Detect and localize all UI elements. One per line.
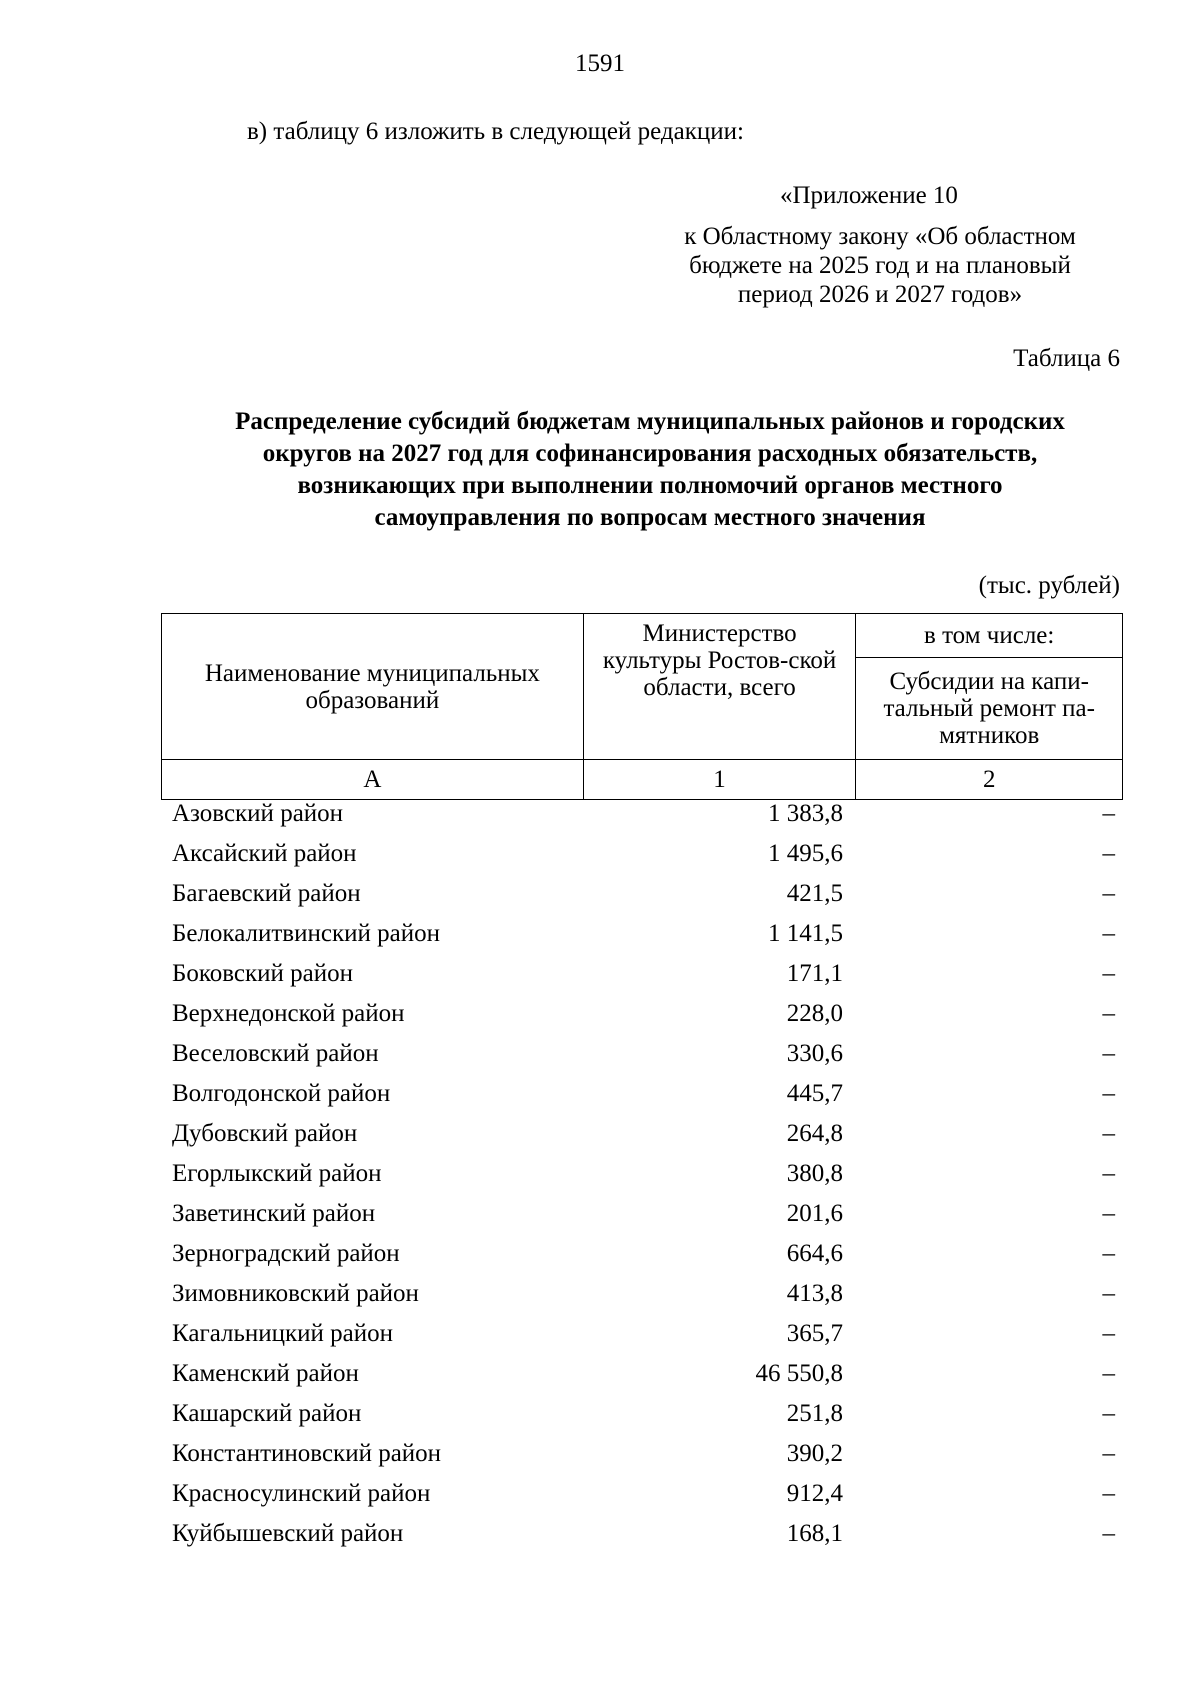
table-row: [0, 1480, 1200, 1520]
intro-text: в) таблицу 6 изложить в следующей редакции:: [247, 118, 744, 145]
row-total: 264,8: [786, 1120, 843, 1147]
row-name: Зимовниковский район: [172, 1280, 419, 1307]
table-row: [0, 1080, 1200, 1120]
header-including-cell: в том числе:: [856, 614, 1123, 658]
row-name: Куйбышевский район: [172, 1520, 404, 1547]
row-subsidy: –: [1102, 800, 1115, 827]
row-name: Красносулинский район: [172, 1480, 431, 1507]
row-name: Каменский район: [172, 1360, 359, 1387]
row-total: 664,6: [786, 1240, 843, 1267]
table-row: [0, 1440, 1200, 1480]
table-row: [0, 920, 1200, 960]
table-row: [0, 880, 1200, 920]
row-total: 1 141,5: [768, 920, 843, 947]
row-total: 380,8: [786, 1160, 843, 1187]
row-subsidy: –: [1102, 1360, 1115, 1387]
row-total: 445,7: [786, 1080, 843, 1107]
row-name: Верхнедонской район: [172, 1000, 405, 1027]
page-number: 1591: [575, 50, 625, 77]
row-name: Волгодонской район: [172, 1080, 391, 1107]
table-row: [0, 1520, 1200, 1560]
row-total: 365,7: [786, 1320, 843, 1347]
header-subsidy-cell: Субсидии на капи-тальный ремонт па-мятников: [856, 658, 1123, 760]
row-total: 1 495,6: [768, 840, 843, 867]
row-subsidy: –: [1102, 920, 1115, 947]
row-subsidy: –: [1102, 1320, 1115, 1347]
row-subsidy: –: [1102, 1440, 1115, 1467]
row-subsidy: –: [1102, 880, 1115, 907]
units-label: (тыс. рублей): [978, 572, 1120, 599]
appendix-line: к Областному закону «Об областном: [684, 223, 1076, 250]
table-heading: [160, 406, 1140, 534]
row-total: 912,4: [786, 1480, 843, 1507]
row-name: Константиновский район: [172, 1440, 442, 1467]
row-name: Кагальницкий район: [172, 1320, 394, 1347]
table-row: [0, 1240, 1200, 1280]
table-label: Таблица 6: [1013, 345, 1120, 372]
heading-line: Распределение субсидий бюджетам муниципальных районов и городских: [235, 408, 1065, 435]
table-row: [0, 960, 1200, 1000]
table-header: [161, 613, 1123, 800]
table-row: [0, 1360, 1200, 1400]
row-subsidy: –: [1102, 1480, 1115, 1507]
appendix-line: период 2026 и 2027 годов»: [737, 281, 1023, 308]
table-row: [0, 1000, 1200, 1040]
row-subsidy: –: [1102, 840, 1115, 867]
row-name: Зерноградский район: [172, 1240, 400, 1267]
table-row: [0, 1200, 1200, 1240]
row-total: 421,5: [786, 880, 843, 907]
table-row: [0, 1400, 1200, 1440]
row-subsidy: –: [1102, 960, 1115, 987]
row-subsidy: –: [1102, 1200, 1115, 1227]
index-cell: А: [162, 760, 584, 800]
row-subsidy: –: [1102, 1240, 1115, 1267]
table-row: [0, 800, 1200, 840]
row-name: Кашарский район: [172, 1400, 362, 1427]
row-total: 251,8: [786, 1400, 843, 1427]
row-name: Белокалитвинский район: [172, 920, 440, 947]
row-subsidy: –: [1102, 1120, 1115, 1147]
appendix-line: бюджете на 2025 год и на плановый: [689, 252, 1071, 279]
row-total: 413,8: [786, 1280, 843, 1307]
row-name: Багаевский район: [172, 880, 361, 907]
row-total: 46 550,8: [755, 1360, 843, 1387]
row-name: Дубовский район: [172, 1120, 358, 1147]
row-name: Аксайский район: [172, 840, 357, 867]
row-subsidy: –: [1102, 1280, 1115, 1307]
row-total: 330,6: [786, 1040, 843, 1067]
row-name: Заветинский район: [172, 1200, 376, 1227]
appendix-reference: [640, 222, 1120, 309]
row-total: 1 383,8: [768, 800, 843, 827]
row-subsidy: –: [1102, 1080, 1115, 1107]
row-name: Азовский район: [172, 800, 344, 827]
index-cell: 1: [583, 760, 856, 800]
table-row: [0, 1040, 1200, 1080]
row-total: 168,1: [786, 1520, 843, 1547]
header-total-cell: Министерство культуры Ростов-ской области, всего: [583, 614, 856, 760]
table-body: [0, 800, 1200, 1560]
row-name: Егорлыкский район: [172, 1160, 382, 1187]
row-subsidy: –: [1102, 1040, 1115, 1067]
table-row: [0, 1160, 1200, 1200]
table-row: [0, 840, 1200, 880]
heading-line: самоуправления по вопросам местного значения: [374, 504, 926, 531]
appendix-title: «Приложение 10: [780, 182, 958, 209]
table-row: [0, 1120, 1200, 1160]
row-name: Боковский район: [172, 960, 353, 987]
row-total: 390,2: [786, 1440, 843, 1467]
row-subsidy: –: [1102, 1400, 1115, 1427]
row-subsidy: –: [1102, 1000, 1115, 1027]
row-total: 171,1: [786, 960, 843, 987]
index-cell: 2: [856, 760, 1123, 800]
heading-line: возникающих при выполнении полномочий органов местного: [297, 472, 1003, 499]
row-name: Веселовский район: [172, 1040, 379, 1067]
header-name-cell: Наименование муниципальных образований: [162, 614, 584, 760]
row-subsidy: –: [1102, 1160, 1115, 1187]
row-subsidy: –: [1102, 1520, 1115, 1547]
heading-line: округов на 2027 год для софинансирования расходных обязательств,: [262, 440, 1038, 467]
table-row: [0, 1320, 1200, 1360]
table-row: [0, 1280, 1200, 1320]
row-total: 201,6: [786, 1200, 843, 1227]
row-total: 228,0: [786, 1000, 843, 1027]
